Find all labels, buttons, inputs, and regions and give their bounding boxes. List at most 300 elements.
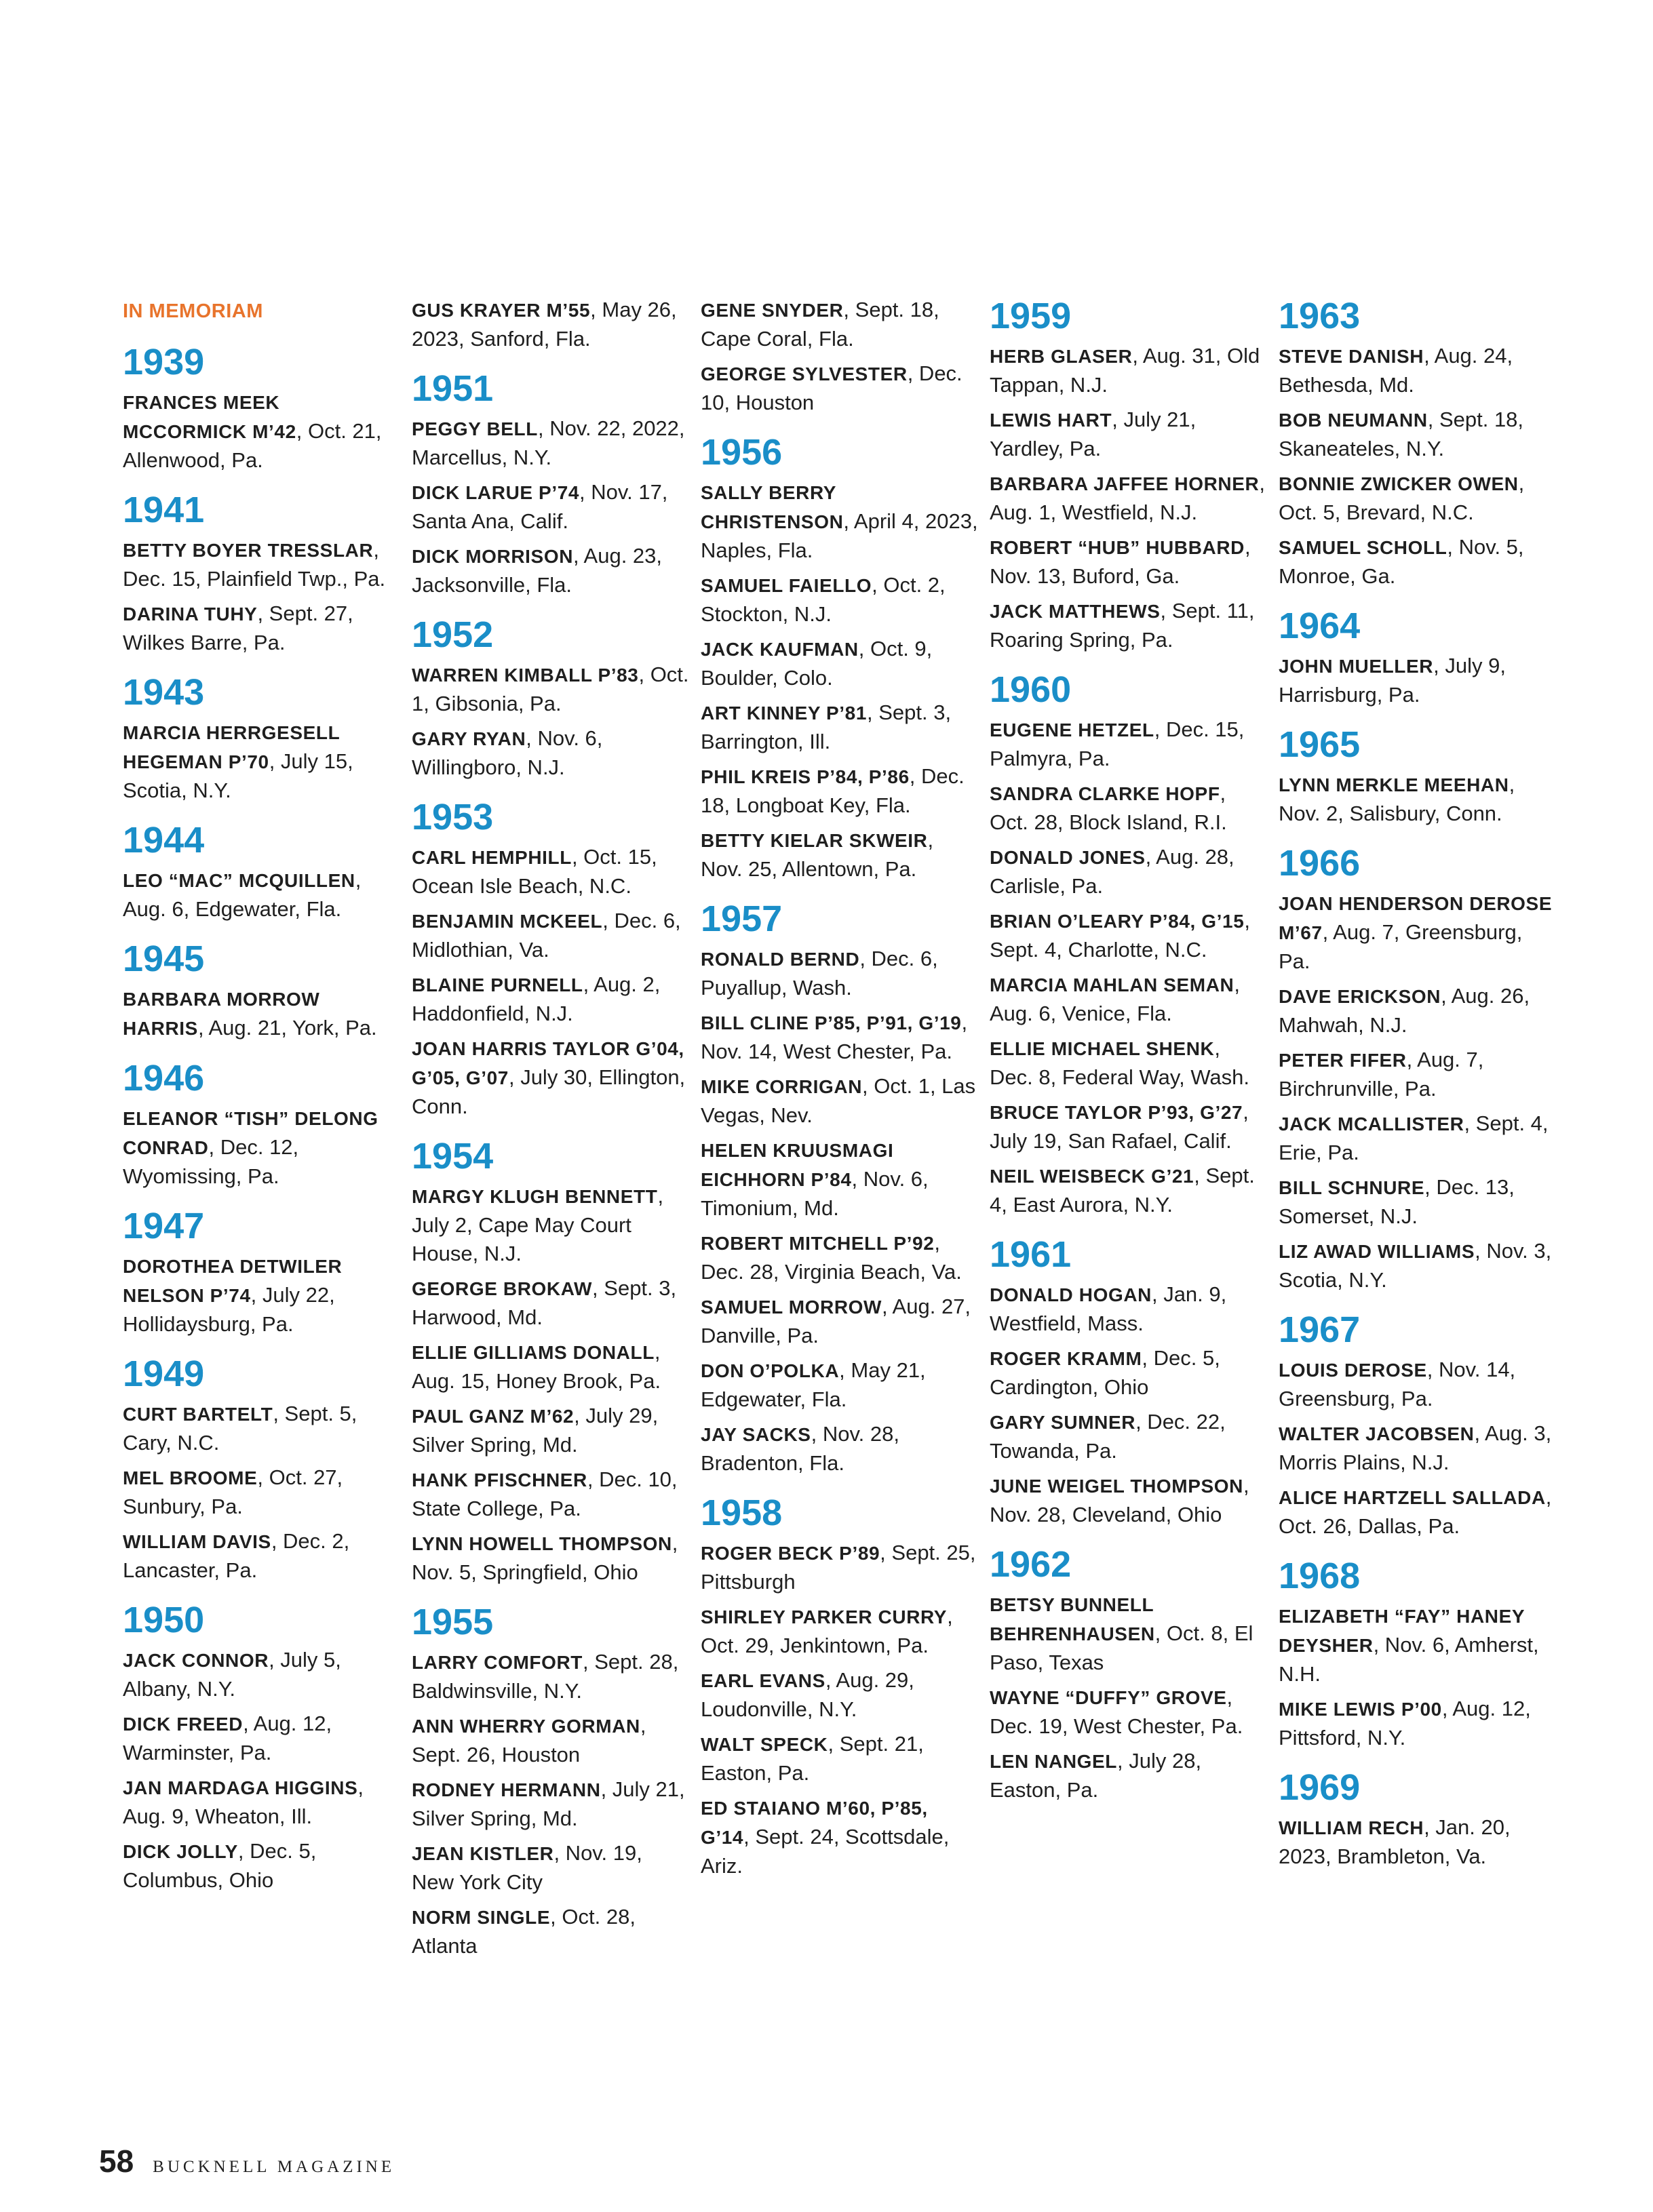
obituary-entry bbox=[990, 1280, 1268, 1338]
obituary-entry bbox=[990, 907, 1268, 964]
deceased-name: HANK PFISCHNER bbox=[412, 1469, 587, 1490]
obituary-entry bbox=[701, 1136, 979, 1223]
deceased-name: JOAN HENDERSON DEROSE M’67 bbox=[1279, 893, 1553, 943]
obituary-entry bbox=[412, 660, 690, 718]
obituary-details: , Aug. 7, Greensburg, Pa. bbox=[1279, 920, 1523, 973]
obituary-details: , Nov. 5, Springfield, Ohio bbox=[412, 1531, 678, 1584]
deceased-name: BONNIE ZWICKER OWEN bbox=[1279, 473, 1519, 494]
deceased-name: EARL EVANS bbox=[701, 1670, 825, 1691]
obituary-details: , Dec. 13, Somerset, N.J. bbox=[1279, 1175, 1515, 1228]
deceased-name: MARCIA HERRGESELL HEGEMAN P’70 bbox=[123, 722, 340, 772]
deceased-name: ELIZABETH “FAY” HANEY DEYSHER bbox=[1279, 1606, 1525, 1656]
obituary-entry bbox=[990, 342, 1268, 399]
deceased-name: ALICE HARTZELL SALLADA bbox=[1279, 1487, 1546, 1508]
deceased-name: ART KINNEY P’81 bbox=[701, 703, 867, 724]
obituary-details: , Oct. 29, Jenkintown, Pa. bbox=[701, 1604, 953, 1657]
deceased-name: SHIRLEY PARKER CURRY bbox=[701, 1606, 948, 1627]
deceased-name: LIZ AWAD WILLIAMS bbox=[1279, 1241, 1475, 1262]
obituary-entry bbox=[412, 724, 690, 782]
obituary-details: , Oct. 21, Allenwood, Pa. bbox=[123, 419, 382, 472]
deceased-name: MEL BROOME bbox=[123, 1467, 258, 1488]
page-number: 58 bbox=[99, 2144, 134, 2179]
year-heading: 1957 bbox=[701, 898, 783, 939]
year-heading: 1968 bbox=[1279, 1556, 1361, 1596]
obituary-details: , Jan. 20, 2023, Brambleton, Va. bbox=[1279, 1815, 1511, 1868]
obituary-details: , Aug. 12, Warminster, Pa. bbox=[123, 1712, 332, 1764]
deceased-name: NEIL WEISBECK G’21 bbox=[990, 1166, 1194, 1187]
obituary-details: , Oct. 28, Atlanta bbox=[412, 1905, 636, 1958]
deceased-name: BETTY BOYER TRESSLAR bbox=[123, 540, 374, 561]
obituary-details: , Sept. 18, Cape Coral, Fla. bbox=[701, 298, 939, 351]
column-3 bbox=[701, 296, 979, 1887]
obituary-details: , July 21, Yardley, Pa. bbox=[990, 408, 1197, 460]
obituary-entry bbox=[1279, 652, 1557, 709]
obituary-details: , July 19, San Rafael, Calif. bbox=[990, 1100, 1249, 1153]
obituary-entry bbox=[1279, 770, 1557, 828]
obituary-entry bbox=[701, 635, 979, 692]
obituary-details: , July 9, Harrisburg, Pa. bbox=[1279, 654, 1506, 707]
obituary-entry bbox=[990, 597, 1268, 654]
year-heading: 1962 bbox=[990, 1544, 1072, 1585]
obituary-entry bbox=[412, 970, 690, 1028]
obituary-details: , May 21, Edgewater, Fla. bbox=[701, 1358, 926, 1411]
obituary-entry bbox=[990, 779, 1268, 837]
year-heading: 1951 bbox=[412, 368, 494, 409]
year-heading: 1939 bbox=[123, 342, 205, 382]
obituary-entry bbox=[412, 478, 690, 536]
deceased-name: MARCIA MAHLAN SEMAN bbox=[990, 974, 1234, 995]
obituary-entry bbox=[701, 1229, 979, 1286]
deceased-name: DON O’POLKA bbox=[701, 1360, 840, 1381]
deceased-name: FRANCES MEEK MCCORMICK M’42 bbox=[123, 392, 296, 442]
obituary-entry bbox=[412, 907, 690, 964]
obituary-entry bbox=[123, 985, 401, 1043]
obituary-entry bbox=[412, 1648, 690, 1705]
deceased-name: DAVE ERICKSON bbox=[1279, 986, 1441, 1007]
obituary-details: , Nov. 13, Buford, Ga. bbox=[990, 535, 1251, 588]
deceased-name: BETTY KIELAR SKWEIR bbox=[701, 830, 928, 851]
obituary-entry bbox=[123, 1463, 401, 1521]
deceased-name: PEGGY BELL bbox=[412, 418, 538, 439]
obituary-details: , Jan. 9, Westfield, Mass. bbox=[990, 1282, 1227, 1335]
deceased-name: DARINA TUHY bbox=[123, 604, 258, 625]
obituary-details: , Sept. 11, Roaring Spring, Pa. bbox=[990, 599, 1255, 652]
obituary-entry bbox=[1279, 1173, 1557, 1231]
deceased-name: LEWIS HART bbox=[990, 410, 1112, 431]
deceased-name: JOAN HARRIS TAYLOR G’04, G’05, G’07 bbox=[412, 1038, 684, 1088]
deceased-name: GUS KRAYER M’55 bbox=[412, 300, 591, 321]
obituary-entry bbox=[412, 1402, 690, 1459]
deceased-name: JAY SACKS bbox=[701, 1424, 811, 1445]
deceased-name: CARL HEMPHILL bbox=[412, 847, 572, 868]
obituary-details: , Sept. 28, Baldwinsville, N.Y. bbox=[412, 1650, 679, 1703]
obituary-details: , July 29, Silver Spring, Md. bbox=[412, 1404, 659, 1457]
magazine-name: BUCKNELL MAGAZINE bbox=[153, 2158, 395, 2176]
obituary-entry bbox=[701, 1666, 979, 1724]
obituary-details: , Sept. 3, Barrington, Ill. bbox=[701, 700, 952, 753]
obituary-details: , Dec. 15, Plainfield Twp., Pa. bbox=[123, 538, 386, 591]
obituary-details: , Sept. 4, Erie, Pa. bbox=[1279, 1111, 1549, 1164]
deceased-name: BETSY BUNNELL BEHRENHAUSEN bbox=[990, 1594, 1155, 1644]
deceased-name: ROGER BECK P’89 bbox=[701, 1543, 880, 1564]
obituary-details: , Aug. 1, Westfield, N.J. bbox=[990, 471, 1265, 524]
obituary-entry bbox=[990, 1408, 1268, 1465]
deceased-name: HELEN KRUUSMAGI EICHHORN P’84 bbox=[701, 1140, 894, 1190]
obituary-details: , Aug. 28, Carlisle, Pa. bbox=[990, 845, 1234, 898]
obituary-entry bbox=[701, 1292, 979, 1350]
obituary-details: , Sept. 3, Harwood, Md. bbox=[412, 1276, 677, 1329]
deceased-name: ELLIE MICHAEL SHENK bbox=[990, 1038, 1215, 1059]
obituary-details: , Oct. 28, Block Island, R.I. bbox=[990, 781, 1227, 834]
obituary-details: , Sept. 4, Charlotte, N.C. bbox=[990, 909, 1251, 962]
deceased-name: WILLIAM DAVIS bbox=[123, 1531, 271, 1552]
deceased-name: DONALD JONES bbox=[990, 847, 1146, 868]
obituary-entry bbox=[701, 1794, 979, 1880]
obituary-details: , Nov. 3, Scotia, N.Y. bbox=[1279, 1239, 1552, 1292]
year-heading: 1969 bbox=[1279, 1767, 1361, 1808]
obituary-entry bbox=[412, 1338, 690, 1396]
deceased-name: DOROTHEA DETWILER NELSON P’74 bbox=[123, 1256, 343, 1306]
obituary-entry bbox=[123, 1527, 401, 1585]
obituary-details: , Oct. 1, Las Vegas, Nev. bbox=[701, 1074, 976, 1127]
deceased-name: WALT SPECK bbox=[701, 1734, 828, 1755]
obituary-entry bbox=[1279, 1109, 1557, 1167]
obituary-details: , Nov. 6, Willingboro, N.J. bbox=[412, 726, 603, 779]
deceased-name: BILL SCHNURE bbox=[1279, 1177, 1425, 1198]
deceased-name: JUNE WEIGEL THOMPSON bbox=[990, 1476, 1243, 1497]
obituary-entry bbox=[123, 1400, 401, 1457]
year-heading: 1961 bbox=[990, 1234, 1072, 1275]
deceased-name: DICK LARUE P’74 bbox=[412, 482, 580, 503]
obituary-entry bbox=[1279, 533, 1557, 591]
obituary-entry bbox=[990, 843, 1268, 901]
obituary-entry bbox=[123, 1837, 401, 1895]
deceased-name: DICK JOLLY bbox=[123, 1841, 238, 1862]
year-heading: 1966 bbox=[1279, 843, 1361, 884]
year-heading: 1963 bbox=[1279, 296, 1361, 336]
year-heading: 1944 bbox=[123, 820, 205, 861]
deceased-name: SAMUEL FAIELLO bbox=[701, 575, 872, 596]
obituary-entry bbox=[412, 414, 690, 472]
deceased-name: ROGER KRAMM bbox=[990, 1348, 1142, 1369]
obituary-entry bbox=[701, 571, 979, 629]
deceased-name: LOUIS DEROSE bbox=[1279, 1360, 1427, 1381]
obituary-entry bbox=[123, 1710, 401, 1767]
obituary-entry bbox=[123, 388, 401, 475]
obituary-entry bbox=[123, 718, 401, 805]
section-label: IN MEMORIAM bbox=[123, 300, 263, 322]
obituary-entry bbox=[1279, 1046, 1557, 1103]
obituary-details: , Nov. 14, Greensburg, Pa. bbox=[1279, 1358, 1516, 1410]
column-2 bbox=[412, 296, 690, 1967]
deceased-name: ANN WHERRY GORMAN bbox=[412, 1716, 640, 1737]
obituary-entry bbox=[701, 478, 979, 565]
year-heading: 1943 bbox=[123, 672, 205, 713]
obituary-details: , Nov. 6, Amherst, N.H. bbox=[1279, 1633, 1539, 1686]
year-heading: 1956 bbox=[701, 432, 783, 473]
deceased-name: MIKE LEWIS P’00 bbox=[1279, 1699, 1442, 1720]
deceased-name: LYNN MERKLE MEEHAN bbox=[1279, 774, 1509, 795]
obituary-entry bbox=[1279, 1483, 1557, 1541]
deceased-name: JACK MATTHEWS bbox=[990, 601, 1161, 622]
column-5 bbox=[1279, 296, 1557, 1877]
obituary-details: , Dec. 15, Palmyra, Pa. bbox=[990, 717, 1245, 770]
obituary-details: , Dec. 5, Columbus, Ohio bbox=[123, 1839, 317, 1892]
obituary-entry bbox=[412, 1465, 690, 1523]
deceased-name: HERB GLASER bbox=[990, 346, 1133, 367]
deceased-name: WARREN KIMBALL P’83 bbox=[412, 665, 639, 686]
obituary-details: , Dec. 18, Longboat Key, Fla. bbox=[701, 764, 965, 817]
obituary-entry bbox=[1279, 406, 1557, 463]
deceased-name: BILL CLINE P’85, P’91, G’19 bbox=[701, 1012, 962, 1033]
deceased-name: MARGY KLUGH BENNETT bbox=[412, 1186, 658, 1207]
obituary-entry bbox=[701, 1356, 979, 1414]
obituary-details: , May 26, 2023, Sanford, Fla. bbox=[412, 298, 677, 351]
deceased-name: SALLY BERRY CHRISTENSON bbox=[701, 482, 844, 532]
deceased-name: JACK CONNOR bbox=[123, 1650, 269, 1671]
deceased-name: WALTER JACOBSEN bbox=[1279, 1423, 1475, 1444]
obituary-details: , Aug. 6, Venice, Fla. bbox=[990, 972, 1240, 1025]
deceased-name: SAMUEL SCHOLL bbox=[1279, 537, 1447, 558]
obituary-details: , Aug. 3, Morris Plains, N.J. bbox=[1279, 1421, 1552, 1474]
deceased-name: GARY SUMNER bbox=[990, 1412, 1136, 1433]
obituary-entry bbox=[1279, 1602, 1557, 1688]
year-heading: 1959 bbox=[990, 296, 1072, 336]
obituary-entry bbox=[990, 469, 1268, 527]
year-heading: 1950 bbox=[123, 1600, 205, 1640]
obituary-entry bbox=[1279, 1356, 1557, 1413]
deceased-name: BENJAMIN MCKEEL bbox=[412, 911, 603, 932]
obituary-entry bbox=[412, 1839, 690, 1897]
obituary-entry bbox=[1279, 982, 1557, 1040]
deceased-name: RODNEY HERMANN bbox=[412, 1779, 601, 1800]
obituary-details: , Nov. 22, 2022, Marcellus, N.Y. bbox=[412, 416, 685, 469]
obituary-details: , Dec. 2, Lancaster, Pa. bbox=[123, 1529, 350, 1582]
deceased-name: DONALD HOGAN bbox=[990, 1284, 1152, 1305]
obituary-details: , Aug. 23, Jacksonville, Fla. bbox=[412, 544, 663, 597]
deceased-name: BARBARA MORROW HARRIS bbox=[123, 989, 320, 1039]
obituary-details: , Aug. 6, Edgewater, Fla. bbox=[123, 868, 362, 921]
obituary-entry bbox=[412, 1712, 690, 1769]
obituary-details: , Aug. 21, York, Pa. bbox=[197, 1016, 377, 1040]
obituary-entry bbox=[990, 1344, 1268, 1402]
obituary-details: , Nov. 5, Monroe, Ga. bbox=[1279, 535, 1524, 588]
deceased-name: ROBERT MITCHELL P’92 bbox=[701, 1233, 935, 1254]
obituary-details: , Aug. 15, Honey Brook, Pa. bbox=[412, 1340, 661, 1393]
obituary-entry bbox=[412, 1182, 690, 1268]
obituary-details: , Nov. 25, Allentown, Pa. bbox=[701, 828, 934, 881]
obituary-details: , July 5, Albany, N.Y. bbox=[123, 1648, 341, 1701]
year-heading: 1965 bbox=[1279, 724, 1361, 765]
deceased-name: ROBERT “HUB” HUBBARD bbox=[990, 537, 1245, 558]
obituary-details: , Sept. 24, Scottsdale, Ariz. bbox=[701, 1825, 950, 1878]
obituary-entry bbox=[990, 1472, 1268, 1529]
obituary-details: , Nov. 6, Timonium, Md. bbox=[701, 1167, 929, 1220]
deceased-name: ELLIE GILLIAMS DONALL bbox=[412, 1342, 655, 1363]
year-heading: 1967 bbox=[1279, 1309, 1361, 1350]
obituary-entry bbox=[701, 698, 979, 756]
obituary-entry bbox=[1279, 889, 1557, 976]
deceased-name: LEN NANGEL bbox=[990, 1751, 1117, 1772]
obituary-details: , Oct. 5, Brevard, N.C. bbox=[1279, 471, 1525, 524]
obituary-details: , Aug. 26, Mahwah, N.J. bbox=[1279, 984, 1530, 1037]
year-heading: 1945 bbox=[123, 939, 205, 979]
deceased-name: GEORGE BROKAW bbox=[412, 1278, 593, 1299]
deceased-name: JAN MARDAGA HIGGINS bbox=[123, 1777, 358, 1798]
obituary-entry bbox=[701, 762, 979, 820]
obituary-details: , Sept. 18, Skaneateles, N.Y. bbox=[1279, 408, 1524, 460]
deceased-name: LYNN HOWELL THOMPSON bbox=[412, 1533, 672, 1554]
deceased-name: LEO “MAC” MCQUILLEN bbox=[123, 870, 355, 891]
deceased-name: CURT BARTELT bbox=[123, 1404, 273, 1425]
obituary-details: , July 28, Easton, Pa. bbox=[990, 1749, 1202, 1802]
obituary-details: , Dec. 22, Towanda, Pa. bbox=[990, 1410, 1226, 1463]
obituary-entry bbox=[701, 1072, 979, 1130]
year-heading: 1955 bbox=[412, 1602, 494, 1642]
obituary-details: , Nov. 2, Salisbury, Conn. bbox=[1279, 772, 1515, 825]
deceased-name: BOB NEUMANN bbox=[1279, 410, 1428, 431]
obituary-entry bbox=[123, 1252, 401, 1339]
obituary-details: , Dec. 6, Midlothian, Va. bbox=[412, 909, 681, 962]
obituary-details: , Sept. 21, Easton, Pa. bbox=[701, 1732, 924, 1785]
obituary-entry bbox=[123, 866, 401, 924]
obituary-entry bbox=[412, 843, 690, 901]
deceased-name: PETER FIFER bbox=[1279, 1050, 1407, 1071]
obituary-entry bbox=[123, 536, 401, 593]
obituary-entry bbox=[990, 1590, 1268, 1677]
obituary-details: , Oct. 15, Ocean Isle Beach, N.C. bbox=[412, 845, 657, 898]
deceased-name: ELEANOR “TISH” DELONG CONRAD bbox=[123, 1108, 378, 1158]
obituary-entry bbox=[1279, 1695, 1557, 1752]
obituary-details: , Dec. 12, Wyomissing, Pa. bbox=[123, 1135, 299, 1188]
obituary-details: , Sept. 5, Cary, N.C. bbox=[123, 1402, 357, 1455]
deceased-name: JACK KAUFMAN bbox=[701, 639, 859, 660]
deceased-name: JACK MCALLISTER bbox=[1279, 1113, 1464, 1134]
obituary-details: , Dec. 8, Federal Way, Wash. bbox=[990, 1036, 1250, 1089]
obituary-details: , Oct. 2, Stockton, N.J. bbox=[701, 573, 946, 626]
column-1 bbox=[123, 296, 401, 1901]
obituary-entry bbox=[990, 1162, 1268, 1219]
obituary-details: , Dec. 10, Houston bbox=[701, 361, 962, 414]
obituary-details: , Dec. 5, Cardington, Ohio bbox=[990, 1346, 1220, 1399]
obituary-details: , Aug. 29, Loudonville, N.Y. bbox=[701, 1668, 914, 1721]
deceased-name: PAUL GANZ M’62 bbox=[412, 1406, 575, 1427]
deceased-name: LARRY COMFORT bbox=[412, 1652, 583, 1673]
obituary-entry bbox=[990, 1683, 1268, 1741]
obituary-details: , Dec. 28, Virginia Beach, Va. bbox=[701, 1231, 962, 1284]
obituary-details: , July 30, Ellington, Conn. bbox=[412, 1065, 686, 1118]
obituary-details: , Oct. 9, Boulder, Colo. bbox=[701, 637, 933, 690]
year-heading: 1949 bbox=[123, 1354, 205, 1394]
obituary-details: , Dec. 6, Puyallup, Wash. bbox=[701, 947, 938, 1000]
obituary-details: , Nov. 28, Cleveland, Ohio bbox=[990, 1474, 1249, 1526]
obituary-entry bbox=[701, 1420, 979, 1478]
obituary-details: , Sept. 4, East Aurora, N.Y. bbox=[990, 1164, 1255, 1217]
page-footer bbox=[99, 2143, 395, 2184]
deceased-name: WAYNE “DUFFY” GROVE bbox=[990, 1687, 1227, 1708]
obituary-entry bbox=[123, 1104, 401, 1191]
deceased-name: BLAINE PURNELL bbox=[412, 974, 583, 995]
deceased-name: STEVE DANISH bbox=[1279, 346, 1424, 367]
obituary-entry bbox=[990, 533, 1268, 591]
obituary-details: , Oct. 8, El Paso, Texas bbox=[990, 1621, 1253, 1674]
obituary-entry bbox=[412, 1034, 690, 1121]
obituary-entry bbox=[701, 1730, 979, 1788]
obituary-details: , July 21, Silver Spring, Md. bbox=[412, 1777, 685, 1830]
obituary-details: , Oct. 27, Sunbury, Pa. bbox=[123, 1465, 343, 1518]
year-heading: 1958 bbox=[701, 1493, 783, 1533]
obituary-entry bbox=[412, 296, 690, 353]
deceased-name: GENE SNYDER bbox=[701, 300, 844, 321]
obituary-entry bbox=[123, 1646, 401, 1703]
obituary-details: , Dec. 19, West Chester, Pa. bbox=[990, 1685, 1243, 1738]
obituary-entry bbox=[412, 542, 690, 599]
obituary-entry bbox=[990, 1098, 1268, 1156]
deceased-name: DICK FREED bbox=[123, 1714, 244, 1735]
obituary-entry bbox=[123, 1773, 401, 1831]
deceased-name: JEAN KISTLER bbox=[412, 1843, 554, 1864]
obituary-entry bbox=[990, 970, 1268, 1028]
obituary-details: , Sept. 26, Houston bbox=[412, 1714, 646, 1766]
obituary-entry bbox=[412, 1529, 690, 1587]
obituary-entry bbox=[701, 826, 979, 884]
obituary-details: , Aug. 2, Haddonfield, N.J. bbox=[412, 972, 661, 1025]
deceased-name: BARBARA JAFFEE HORNER bbox=[990, 473, 1260, 494]
deceased-name: GARY RYAN bbox=[412, 728, 526, 749]
deceased-name: GEORGE SYLVESTER bbox=[701, 363, 908, 384]
obituary-entry bbox=[1279, 469, 1557, 527]
deceased-name: BRUCE TAYLOR P’93, G’27 bbox=[990, 1102, 1243, 1123]
year-heading: 1960 bbox=[990, 669, 1072, 710]
year-heading: 1964 bbox=[1279, 606, 1361, 646]
obituary-entry bbox=[412, 1903, 690, 1960]
obituary-entry bbox=[701, 296, 979, 353]
deceased-name: BRIAN O’LEARY P’84, G’15 bbox=[990, 911, 1245, 932]
deceased-name: NORM SINGLE bbox=[412, 1907, 551, 1928]
obituary-details: , July 2, Cape May Court House, N.J. bbox=[412, 1184, 664, 1265]
obituary-details: , Dec. 10, State College, Pa. bbox=[412, 1467, 678, 1520]
obituary-entry bbox=[990, 1747, 1268, 1804]
deceased-name: WILLIAM RECH bbox=[1279, 1817, 1424, 1838]
year-heading: 1941 bbox=[123, 490, 205, 530]
deceased-name: SANDRA CLARKE HOPF bbox=[990, 783, 1220, 804]
column-4 bbox=[990, 296, 1268, 1811]
obituary-entry bbox=[412, 1274, 690, 1332]
obituary-details: , Aug. 12, Pittsford, N.Y. bbox=[1279, 1697, 1531, 1750]
obituary-details: , Aug. 9, Wheaton, Ill. bbox=[123, 1775, 364, 1828]
obituary-entry bbox=[990, 715, 1268, 773]
deceased-name: RONALD BERND bbox=[701, 949, 860, 970]
deceased-name: SAMUEL MORROW bbox=[701, 1297, 882, 1318]
deceased-name: ED STAIANO M’60, P’85, G’14 bbox=[701, 1798, 928, 1848]
obituary-entry bbox=[701, 359, 979, 417]
obituary-details: , Sept. 25, Pittsburgh bbox=[701, 1541, 976, 1594]
obituary-details: , Oct. 26, Dallas, Pa. bbox=[1279, 1485, 1552, 1538]
obituary-details: , Aug. 7, Birchrunville, Pa. bbox=[1279, 1048, 1484, 1101]
deceased-name: JOHN MUELLER bbox=[1279, 656, 1434, 677]
obituary-entry bbox=[1279, 1419, 1557, 1477]
year-heading: 1947 bbox=[123, 1206, 205, 1246]
obituary-details: , Nov. 28, Bradenton, Fla. bbox=[701, 1422, 899, 1475]
obituary-entry bbox=[1279, 342, 1557, 399]
obituary-entry bbox=[412, 1775, 690, 1833]
obituary-details: , Nov. 14, West Chester, Pa. bbox=[701, 1010, 968, 1063]
obituary-details: , Nov. 19, New York City bbox=[412, 1841, 642, 1894]
obituary-entry bbox=[123, 599, 401, 657]
obituary-details: , July 22, Hollidaysburg, Pa. bbox=[123, 1283, 335, 1336]
obituary-details: , Nov. 17, Santa Ana, Calif. bbox=[412, 480, 668, 533]
obituary-entry bbox=[701, 1602, 979, 1660]
